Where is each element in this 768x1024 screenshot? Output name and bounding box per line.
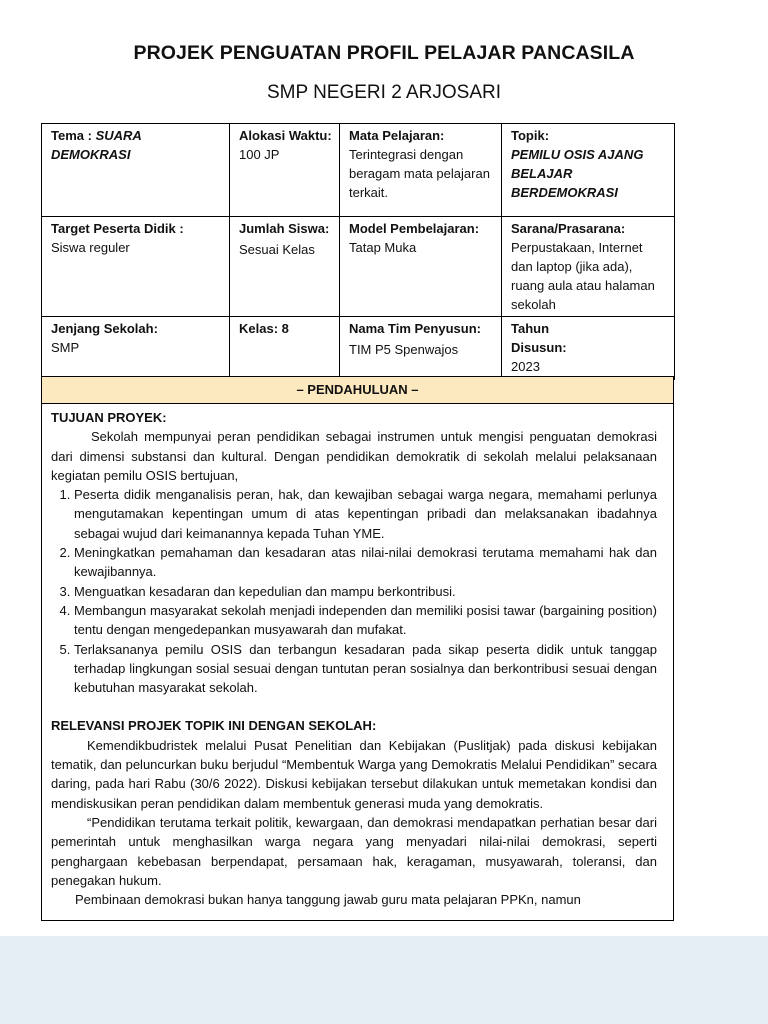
relevansi-paragraph-2: “Pendidikan terutama terkait politik, kewargaan, dan demokrasi mendapatkan perhatian besar dari pemerintah untuk menghasilkan warga negara yang menyadari nilai-nilai demokrasi, seperti penghargaan kebebasan berpendapat, persamaan hak, keragaman, musyawarah, toleransi, dan penegakan hukum. bbox=[51, 814, 657, 888]
target-value: Siswa reguler bbox=[51, 240, 130, 255]
sarana-cell bbox=[502, 217, 675, 317]
tujuan-intro: Sekolah mempunyai peran pendidikan sebagai instrumen untuk mengisi penguatan demokrasi dari dimensi substansi dan kultural. Dengan pendidikan demokratik di sekolah melalui pelaksanaan kegiatan pemilu OSIS bertujuan, bbox=[51, 429, 657, 483]
alokasi-cell bbox=[230, 124, 340, 217]
target-label: Target Peserta Didik : bbox=[51, 221, 184, 236]
sarana-label: Sarana/Prasarana: bbox=[511, 221, 626, 236]
sarana-value: Perpustakaan, Internet dan laptop (jika ada), ruang aula atau halaman sekolah bbox=[511, 240, 655, 312]
alokasi-value: 100 JP bbox=[239, 147, 280, 162]
topik-label: Topik: bbox=[511, 128, 550, 143]
section-spacer bbox=[51, 697, 657, 716]
topik-cell bbox=[502, 124, 675, 217]
tahun-label-line1: Tahun bbox=[511, 321, 550, 336]
jenjang-value: SMP bbox=[51, 340, 80, 355]
tujuan-item: 3. Menguatkan kesadaran dan kepedulian dan mampu berkontribusi. bbox=[74, 582, 657, 601]
tujuan-item: 2. Meningkatkan pemahaman dan kesadaran atas nilai-nilai demokrasi terutama memahami hak dan kewajibannya. bbox=[74, 543, 657, 582]
pendahuluan-content bbox=[41, 402, 674, 921]
jumlah-label: Jumlah Siswa: bbox=[239, 221, 330, 236]
kelas-label: Kelas: 8 bbox=[239, 321, 289, 336]
jumlah-value: Sesuai Kelas bbox=[239, 242, 315, 257]
jenjang-cell bbox=[42, 317, 230, 380]
relevansi-paragraph-1: Kemendikbudristek melalui Pusat Penelitian dan Kebijakan (Puslitjak) pada diskusi kebijakan tematik, dan peluncurkan buku berjudul “Membentuk Warga yang Demokratis Melalui Pendidikan” secara daring, pada hari Rabu (30/6 2022). Diskusi kebijakan tersebut dilakukan untuk memetakan kondisi dan mendiskusikan peran pendidikan dalam membentuk generasi muda yang demokratis. bbox=[51, 737, 657, 811]
model-value: Tatap Muka bbox=[349, 240, 417, 255]
kelas-cell bbox=[230, 317, 340, 380]
model-label: Model Pembelajaran: bbox=[349, 221, 480, 236]
info-row-1 bbox=[42, 124, 675, 217]
mapel-value: Terintegrasi dengan beragam mata pelajaran terkait. bbox=[349, 147, 490, 200]
jumlah-cell bbox=[230, 217, 340, 317]
tujuan-list bbox=[51, 485, 657, 697]
mapel-label: Mata Pelajaran: bbox=[349, 128, 445, 143]
document-title: PROJEK PENGUATAN PROFIL PELAJAR PANCASILA bbox=[133, 42, 635, 64]
tahun-value: 2023 bbox=[511, 359, 540, 374]
project-info-table bbox=[41, 123, 675, 380]
tujuan-item: 4. Membangun masyarakat sekolah menjadi independen dan memiliki posisi tawar (bargaining position) tentu dengan mengedepankan musyawarah dan mufakat. bbox=[74, 601, 657, 640]
tahun-cell bbox=[502, 317, 675, 380]
info-row-2 bbox=[42, 217, 675, 317]
relevansi-heading: RELEVANSI PROJEK TOPIK INI DENGAN SEKOLAH: bbox=[51, 718, 377, 734]
info-row-3 bbox=[42, 317, 675, 380]
tim-value: TIM P5 Spenwajos bbox=[349, 342, 459, 357]
tema-label: Tema : bbox=[51, 128, 92, 143]
tahun-label-line2: Disusun: bbox=[511, 340, 567, 355]
tujuan-item: 5. Terlaksananya pemilu OSIS dan terbangun kesadaran pada sikap peserta didik untuk tanggap terhadap lingkungan sosial sesuai dengan tuntutan peran sosialnya dan berkontribusi sesuai dengan kebutuhan masyarakat sekolah. bbox=[74, 640, 657, 698]
tim-label: Nama Tim Penyusun: bbox=[349, 321, 481, 336]
mapel-cell bbox=[340, 124, 502, 217]
tim-cell bbox=[340, 317, 502, 380]
relevansi-paragraph-3: Pembinaan demokrasi bukan hanya tanggung jawab guru mata pelajaran PPKn, namun bbox=[75, 892, 581, 908]
target-cell bbox=[42, 217, 230, 317]
school-name: SMP NEGERI 2 ARJOSARI bbox=[266, 82, 502, 103]
page-footer-background bbox=[0, 936, 768, 1024]
pendahuluan-heading: – PENDAHULUAN – bbox=[41, 376, 674, 404]
alokasi-label: Alokasi Waktu: bbox=[239, 128, 332, 143]
model-cell bbox=[340, 217, 502, 317]
tujuan-heading: TUJUAN PROYEK: bbox=[51, 410, 167, 425]
tujuan-item: 1. Peserta didik menganalisis peran, hak, dan kewajiban sebagai warga negara, memahami perlunya mengutamakan kepentingan umum di atas kepentingan pribadi dan melaksanakan ibadahnya sebagai wujud dari keimanannya kepada Tuhan YME. bbox=[74, 485, 657, 543]
tema-value: SUARA DEMOKRASI bbox=[51, 128, 142, 162]
tema-cell bbox=[42, 124, 230, 217]
jenjang-label: Jenjang Sekolah: bbox=[51, 321, 158, 336]
topik-value: PEMILU OSIS AJANG BELAJAR BERDEMOKRASI bbox=[511, 147, 644, 200]
